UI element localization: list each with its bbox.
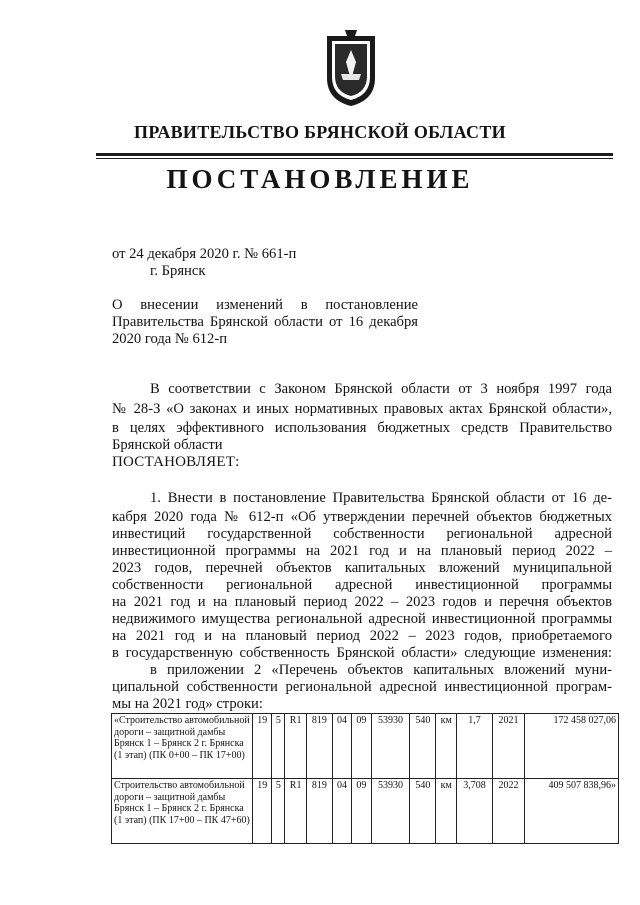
unit-cell: км	[436, 779, 457, 844]
item1-line: 2023 годов, перечней объектов капитальных вложений муниципальной	[112, 560, 612, 576]
item1-line: инвестиций государственной собственности региональной адресной	[112, 526, 612, 542]
subject-line: 2020 года № 612-п	[112, 331, 228, 347]
sum-cell: 409 507 838,96»	[525, 779, 619, 844]
city: г. Брянск	[150, 263, 206, 279]
object-name-cell: Строительство автомобильной дороги – защитной дамбы Брянск 1 – Брянск 2 г. Брянска (1 этап) (ПК 17+00 – ПК 47+60)	[112, 779, 253, 844]
year-cell: 2021	[492, 714, 524, 779]
item1-line: ципальной собственности региональной адресной инвестиционной програм-	[112, 679, 612, 695]
quantity-cell: 1,7	[457, 714, 493, 779]
table-cell: 19	[253, 714, 272, 779]
table-cell: 04	[332, 779, 351, 844]
objects-table	[111, 713, 619, 844]
table-cell: 5	[272, 714, 285, 779]
document-subject	[112, 297, 418, 348]
table-cell: 53930	[371, 714, 410, 779]
unit-cell: км	[436, 714, 457, 779]
table-cell: 540	[410, 779, 436, 844]
header-rule-thin	[96, 158, 613, 159]
preamble-line: В соответствии с Законом Брянской области от 3 ноября 1997 года	[150, 381, 612, 397]
item1-line: в государственную собственность Брянской области» следующие изменения:	[112, 645, 612, 661]
table-cell: R1	[285, 779, 307, 844]
item1-line: инвестиционной программы на 2021 год и на плановый период 2022 –	[112, 543, 612, 559]
table-cell: 09	[352, 779, 371, 844]
document-type: ПОСТАНОВЛЕНИЕ	[166, 164, 474, 194]
date-number: от 24 декабря 2020 г. № 661-п	[112, 246, 297, 262]
quantity-cell: 3,708	[457, 779, 493, 844]
table-cell: 819	[306, 714, 332, 779]
object-name-cell: «Строительство автомобильной дороги – защитной дамбы Брянск 1 – Брянск 2 г. Брянска (1 этап) (ПК 0+00 – ПК 17+00)	[112, 714, 253, 779]
subject-line: О внесении изменений в постановление	[112, 297, 418, 313]
table-cell: 19	[253, 779, 272, 844]
table-row	[112, 779, 619, 844]
table-cell: R1	[285, 714, 307, 779]
table-cell: 04	[332, 714, 351, 779]
item1-line: в приложении 2 «Перечень объектов капитальных вложений муни-	[150, 662, 612, 678]
sum-cell: 172 458 027,06	[525, 714, 619, 779]
item1-line: мы на 2021 год» строки:	[112, 696, 263, 712]
year-cell: 2022	[492, 779, 524, 844]
table-cell: 5	[272, 779, 285, 844]
table-row	[112, 714, 619, 779]
item1-line: собственности региональной адресной инвестиционной программы	[112, 577, 612, 593]
item1-line: 1. Внести в постановление Правительства Брянской области от 16 де-	[150, 490, 612, 506]
table-cell: 540	[410, 714, 436, 779]
bryansk-coat-of-arms-icon	[323, 30, 379, 108]
table-cell: 819	[306, 779, 332, 844]
header-rule-thick	[96, 153, 613, 156]
decree-word: ПОСТАНОВЛЯЕТ:	[112, 454, 240, 470]
table-cell: 53930	[371, 779, 410, 844]
item1-line: кабря 2020 года № 612-п «Об утверждении перечней объектов бюджетных	[112, 509, 612, 525]
preamble-line: № 28-З «О законах и иных нормативных правовых актах Брянской области»,	[112, 401, 612, 417]
subject-line: Правительства Брянской области от 16 декабря	[112, 314, 418, 330]
preamble-line: Брянской области	[112, 437, 223, 453]
item1-line: на 2021 год и на плановый период 2022 – 2023 годов, приобретаемого	[112, 628, 612, 644]
item1-line: на 2021 год и на плановый период 2022 – 2023 годов и перечня объектов	[112, 594, 612, 610]
table-cell: 09	[352, 714, 371, 779]
preamble-line: в целях эффективного использования бюджетных средств Правительство	[112, 420, 612, 436]
item1-line: недвижимого имущества региональной адресной инвестиционной программы	[112, 611, 612, 627]
government-title: ПРАВИТЕЛЬСТВО БРЯНСКОЙ ОБЛАСТИ	[134, 122, 506, 142]
